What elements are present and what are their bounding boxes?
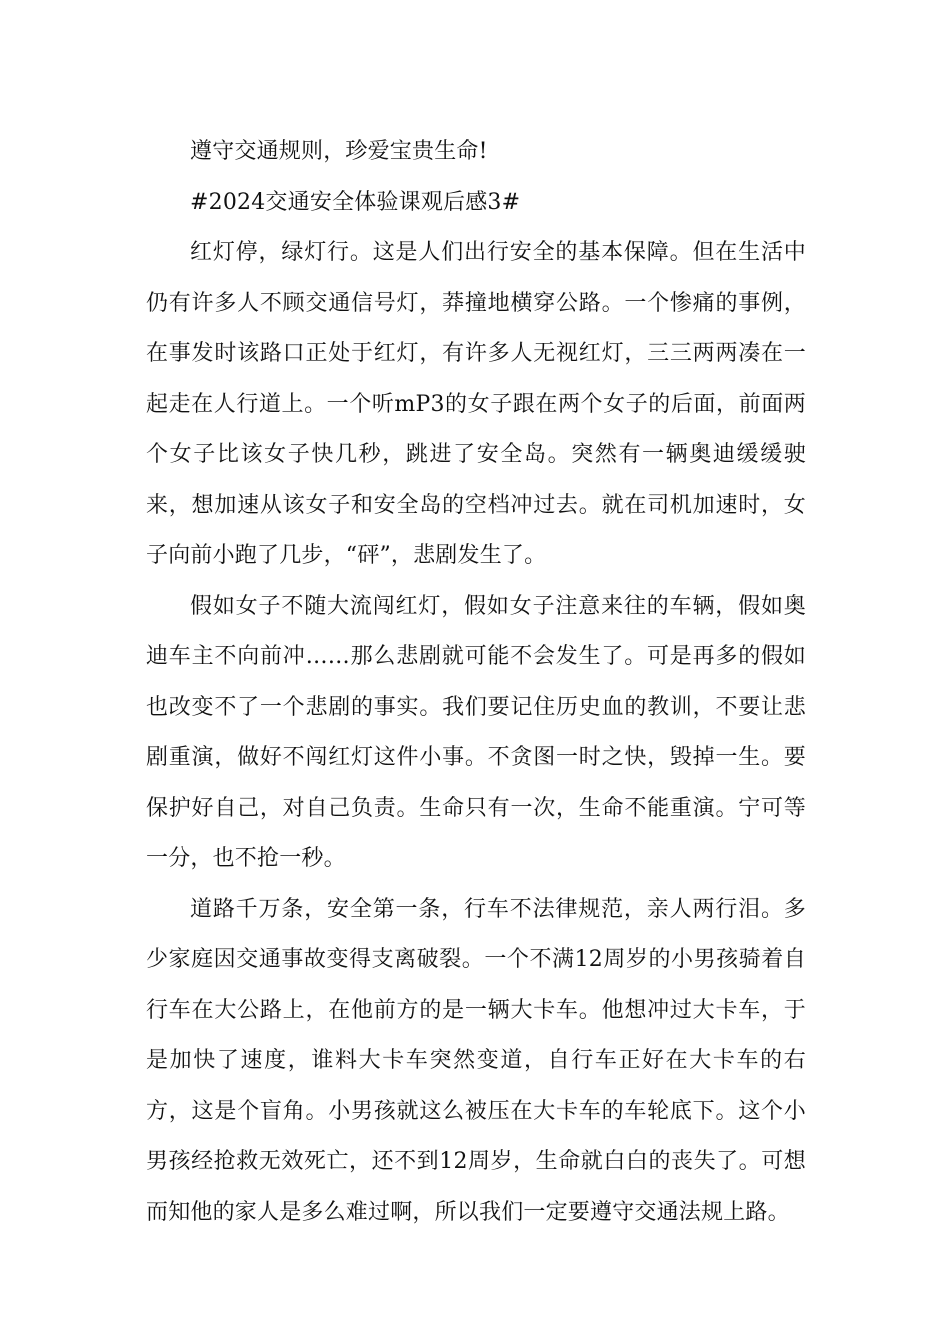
paragraph-traffic-light: 红灯停，绿灯行。这是人们出行安全的基本保障。但在生活中仍有许多人不顾交通信号灯，莽撞地横穿公路。一个惨痛的事例，在事发时该路口正处于红灯，有许多人无视红灯，三三两两凑在一起走在人行道上。一个听mP3的女子跟在两个女子的后面，前面两个女子比该女子快几秒，跳进了安全岛。突然有一辆奥迪缓缓驶来，想加速从该女子和安全岛的空档冲过去。就在司机加速时，女子向前小跑了几步，“砰”，悲剧发生了。 [146,240,806,568]
slogan-line: 遵守交通规则，珍爱宝贵生命! [190,139,488,164]
paragraph-what-if: 假如女子不随大流闯红灯，假如女子注意来往的车辆，假如奥迪车主不向前冲……那么悲剧就可能不会发生了。可是再多的假如也改变不了一个悲剧的事实。我们要记住历史血的教训，不要让悲剧重演，做好不闯红灯这件小事。不贪图一时之快，毁掉一生。要保护好自己，对自己负责。生命只有一次，生命不能重演。宁可等一分，也不抢一秒。 [146,593,806,871]
paragraph-road-safety: 道路千万条，安全第一条，行车不法律规范，亲人两行泪。多少家庭因交通事故变得支离破裂。一个不满12周岁的小男孩骑着自行车在大公路上，在他前方的是一辆大卡车。他想冲过大卡车，于是加快了速度，谁料大卡车突然变道，自行车正好在大卡车的右方，这是个盲角。小男孩就这么被压在大卡车的车轮底下。这个小男孩经抢救无效死亡，还不到12周岁，生命就白白的丧失了。可想而知他的家人是多么难过啊，所以我们一定要遵守交通法规上路。 [146,896,806,1225]
section-heading: #2024交通安全体验课观后感3# [190,189,521,215]
document-body [146,127,806,1238]
